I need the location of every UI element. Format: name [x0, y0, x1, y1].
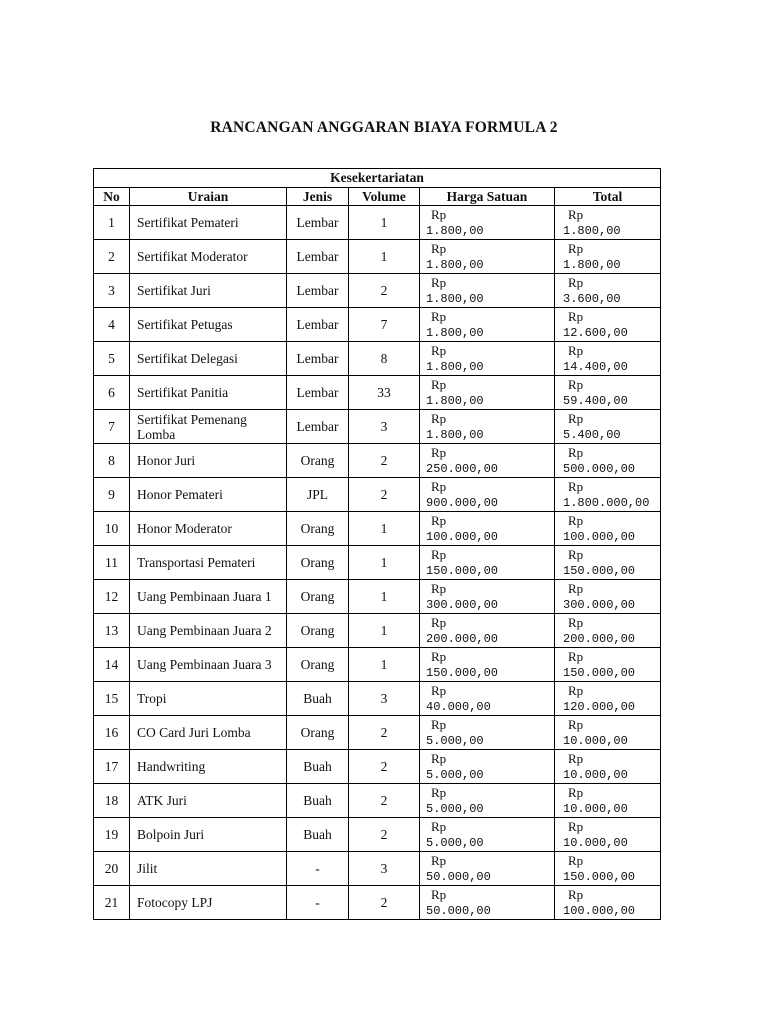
row-harga-satuan — [420, 546, 555, 580]
row-uraian: Sertifikat Pemenang Lomba — [130, 410, 287, 444]
table-row — [94, 648, 661, 682]
harga-amount: 1.800,00 — [426, 393, 484, 408]
row-total — [555, 342, 661, 376]
row-total — [555, 750, 661, 784]
currency-label: Rp — [431, 512, 447, 528]
row-harga-satuan — [420, 852, 555, 886]
row-jenis: Orang — [287, 614, 349, 648]
document-title: RANCANGAN ANGGARAN BIAYA FORMULA 2 — [210, 119, 558, 136]
row-total — [555, 546, 661, 580]
row-uraian: Honor Juri — [130, 444, 287, 478]
row-uraian: Honor Moderator — [130, 512, 287, 546]
row-number: 10 — [94, 512, 130, 546]
currency-label: Rp — [431, 240, 447, 256]
row-uraian: Tropi — [130, 682, 287, 716]
currency-label: Rp — [568, 444, 584, 460]
table-row — [94, 580, 661, 614]
row-volume: 1 — [349, 546, 420, 580]
currency-label: Rp — [431, 784, 447, 800]
currency-label: Rp — [568, 546, 584, 562]
currency-label: Rp — [431, 614, 447, 630]
total-amount: 150.000,00 — [563, 665, 636, 680]
row-uraian: Transportasi Pemateri — [130, 546, 287, 580]
row-jenis: Buah — [287, 750, 349, 784]
row-total — [555, 614, 661, 648]
row-harga-satuan — [420, 308, 555, 342]
total-amount: 10.000,00 — [563, 767, 628, 782]
currency-label: Rp — [568, 206, 584, 222]
currency-label: Rp — [568, 852, 584, 868]
harga-amount: 50.000,00 — [426, 903, 491, 918]
row-harga-satuan — [420, 444, 555, 478]
harga-amount: 5.000,00 — [426, 801, 484, 816]
table-row — [94, 614, 661, 648]
harga-amount: 1.800,00 — [426, 427, 484, 442]
currency-label: Rp — [568, 580, 584, 596]
harga-amount: 300.000,00 — [426, 597, 499, 612]
table-row — [94, 716, 661, 750]
currency-label: Rp — [431, 648, 447, 664]
harga-amount: 150.000,00 — [426, 665, 499, 680]
currency-label: Rp — [568, 512, 584, 528]
row-uraian: Honor Pemateri — [130, 478, 287, 512]
currency-label: Rp — [568, 682, 584, 698]
row-number: 18 — [94, 784, 130, 818]
row-volume: 2 — [349, 444, 420, 478]
row-harga-satuan — [420, 206, 555, 240]
row-uraian: Sertifikat Petugas — [130, 308, 287, 342]
total-amount: 150.000,00 — [563, 869, 636, 884]
row-volume: 1 — [349, 206, 420, 240]
row-jenis: Orang — [287, 546, 349, 580]
row-harga-satuan — [420, 410, 555, 444]
row-harga-satuan — [420, 512, 555, 546]
table-row — [94, 512, 661, 546]
row-harga-satuan — [420, 580, 555, 614]
row-number: 4 — [94, 308, 130, 342]
currency-label: Rp — [568, 308, 584, 324]
currency-label: Rp — [568, 410, 584, 426]
header-no: No — [94, 188, 130, 206]
harga-amount: 200.000,00 — [426, 631, 499, 646]
row-harga-satuan — [420, 648, 555, 682]
table-row — [94, 852, 661, 886]
total-amount: 1.800,00 — [563, 223, 621, 238]
row-jenis: Lembar — [287, 274, 349, 308]
row-harga-satuan — [420, 886, 555, 920]
currency-label: Rp — [568, 478, 584, 494]
row-uraian: Uang Pembinaan Juara 2 — [130, 614, 287, 648]
row-number: 11 — [94, 546, 130, 580]
row-harga-satuan — [420, 478, 555, 512]
row-jenis: Lembar — [287, 240, 349, 274]
harga-amount: 900.000,00 — [426, 495, 499, 510]
total-amount: 12.600,00 — [563, 325, 628, 340]
row-jenis: Buah — [287, 682, 349, 716]
row-number: 12 — [94, 580, 130, 614]
total-amount: 500.000,00 — [563, 461, 636, 476]
currency-label: Rp — [431, 580, 447, 596]
harga-amount: 5.000,00 — [426, 767, 484, 782]
currency-label: Rp — [568, 240, 584, 256]
row-uraian: Sertifikat Panitia — [130, 376, 287, 410]
currency-label: Rp — [568, 750, 584, 766]
row-total — [555, 784, 661, 818]
row-uraian: Handwriting — [130, 750, 287, 784]
row-number: 7 — [94, 410, 130, 444]
row-jenis: Lembar — [287, 342, 349, 376]
currency-label: Rp — [431, 274, 447, 290]
row-total — [555, 478, 661, 512]
row-number: 2 — [94, 240, 130, 274]
currency-label: Rp — [568, 342, 584, 358]
row-uraian: Sertifikat Pemateri — [130, 206, 287, 240]
row-number: 15 — [94, 682, 130, 716]
total-amount: 300.000,00 — [563, 597, 636, 612]
total-amount: 100.000,00 — [563, 903, 636, 918]
row-volume: 1 — [349, 240, 420, 274]
row-harga-satuan — [420, 240, 555, 274]
harga-amount: 5.000,00 — [426, 733, 484, 748]
row-total — [555, 240, 661, 274]
row-volume: 1 — [349, 614, 420, 648]
harga-amount: 50.000,00 — [426, 869, 491, 884]
currency-label: Rp — [568, 614, 584, 630]
table-row — [94, 206, 661, 240]
row-number: 16 — [94, 716, 130, 750]
currency-label: Rp — [431, 818, 447, 834]
currency-label: Rp — [568, 716, 584, 732]
row-number: 9 — [94, 478, 130, 512]
currency-label: Rp — [431, 308, 447, 324]
row-number: 1 — [94, 206, 130, 240]
header-harga-satuan: Harga Satuan — [420, 188, 555, 206]
table-row — [94, 444, 661, 478]
row-jenis: Lembar — [287, 206, 349, 240]
header-uraian: Uraian — [130, 188, 287, 206]
row-volume: 2 — [349, 818, 420, 852]
row-harga-satuan — [420, 682, 555, 716]
row-harga-satuan — [420, 784, 555, 818]
currency-label: Rp — [568, 648, 584, 664]
row-total — [555, 410, 661, 444]
currency-label: Rp — [568, 376, 584, 392]
currency-label: Rp — [431, 410, 447, 426]
row-harga-satuan — [420, 716, 555, 750]
row-uraian: ATK Juri — [130, 784, 287, 818]
currency-label: Rp — [568, 784, 584, 800]
row-jenis: Lembar — [287, 376, 349, 410]
total-amount: 14.400,00 — [563, 359, 628, 374]
row-uraian: Jilit — [130, 852, 287, 886]
row-total — [555, 444, 661, 478]
row-uraian: CO Card Juri Lomba — [130, 716, 287, 750]
harga-amount: 1.800,00 — [426, 223, 484, 238]
total-amount: 150.000,00 — [563, 563, 636, 578]
table-row — [94, 342, 661, 376]
row-number: 14 — [94, 648, 130, 682]
currency-label: Rp — [431, 886, 447, 902]
currency-label: Rp — [431, 478, 447, 494]
row-volume: 2 — [349, 784, 420, 818]
row-volume: 8 — [349, 342, 420, 376]
row-jenis: Buah — [287, 784, 349, 818]
row-number: 5 — [94, 342, 130, 376]
row-jenis: Orang — [287, 716, 349, 750]
row-uraian: Fotocopy LPJ — [130, 886, 287, 920]
total-amount: 10.000,00 — [563, 733, 628, 748]
harga-amount: 1.800,00 — [426, 291, 484, 306]
table-row — [94, 750, 661, 784]
row-uraian: Uang Pembinaan Juara 3 — [130, 648, 287, 682]
row-jenis: Buah — [287, 818, 349, 852]
row-volume: 2 — [349, 886, 420, 920]
currency-label: Rp — [568, 274, 584, 290]
row-total — [555, 206, 661, 240]
header-jenis: Jenis — [287, 188, 349, 206]
harga-amount: 1.800,00 — [426, 359, 484, 374]
currency-label: Rp — [431, 682, 447, 698]
harga-amount: 100.000,00 — [426, 529, 499, 544]
row-jenis: Orang — [287, 444, 349, 478]
row-harga-satuan — [420, 818, 555, 852]
row-number: 3 — [94, 274, 130, 308]
row-number: 20 — [94, 852, 130, 886]
harga-amount: 5.000,00 — [426, 835, 484, 850]
table-row — [94, 274, 661, 308]
row-total — [555, 512, 661, 546]
row-harga-satuan — [420, 376, 555, 410]
row-volume: 3 — [349, 410, 420, 444]
currency-label: Rp — [431, 342, 447, 358]
row-jenis: Orang — [287, 648, 349, 682]
row-harga-satuan — [420, 274, 555, 308]
table-row — [94, 818, 661, 852]
row-uraian: Sertifikat Delegasi — [130, 342, 287, 376]
table-row — [94, 410, 661, 444]
row-total — [555, 274, 661, 308]
harga-amount: 150.000,00 — [426, 563, 499, 578]
currency-label: Rp — [568, 818, 584, 834]
row-volume: 2 — [349, 750, 420, 784]
row-volume: 1 — [349, 580, 420, 614]
header-total: Total — [555, 188, 661, 206]
row-total — [555, 852, 661, 886]
row-total — [555, 308, 661, 342]
table-row — [94, 240, 661, 274]
row-jenis: Orang — [287, 512, 349, 546]
row-total — [555, 648, 661, 682]
row-number: 19 — [94, 818, 130, 852]
row-volume: 1 — [349, 512, 420, 546]
row-harga-satuan — [420, 614, 555, 648]
row-volume: 33 — [349, 376, 420, 410]
row-uraian: Bolpoin Juri — [130, 818, 287, 852]
harga-amount: 250.000,00 — [426, 461, 499, 476]
row-volume: 3 — [349, 682, 420, 716]
table-row — [94, 478, 661, 512]
row-uraian: Sertifikat Juri — [130, 274, 287, 308]
row-volume: 2 — [349, 274, 420, 308]
row-number: 6 — [94, 376, 130, 410]
row-volume: 7 — [349, 308, 420, 342]
table-row — [94, 376, 661, 410]
row-harga-satuan — [420, 750, 555, 784]
total-amount: 10.000,00 — [563, 835, 628, 850]
row-total — [555, 580, 661, 614]
row-uraian: Uang Pembinaan Juara 1 — [130, 580, 287, 614]
row-jenis: Lembar — [287, 410, 349, 444]
row-volume: 2 — [349, 478, 420, 512]
row-number: 21 — [94, 886, 130, 920]
row-volume: 2 — [349, 716, 420, 750]
total-amount: 1.800,00 — [563, 257, 621, 272]
row-total — [555, 818, 661, 852]
row-volume: 3 — [349, 852, 420, 886]
row-harga-satuan — [420, 342, 555, 376]
total-amount: 5.400,00 — [563, 427, 621, 442]
currency-label: Rp — [431, 376, 447, 392]
row-jenis: Lembar — [287, 308, 349, 342]
total-amount: 59.400,00 — [563, 393, 628, 408]
row-total — [555, 716, 661, 750]
total-amount: 200.000,00 — [563, 631, 636, 646]
total-amount: 120.000,00 — [563, 699, 636, 714]
row-total — [555, 376, 661, 410]
row-total — [555, 682, 661, 716]
currency-label: Rp — [568, 886, 584, 902]
header-row — [94, 188, 661, 206]
currency-label: Rp — [431, 716, 447, 732]
currency-label: Rp — [431, 444, 447, 460]
budget-table — [93, 168, 661, 920]
table-body — [94, 206, 661, 920]
total-amount: 100.000,00 — [563, 529, 636, 544]
row-jenis: - — [287, 852, 349, 886]
row-volume: 1 — [349, 648, 420, 682]
currency-label: Rp — [431, 546, 447, 562]
total-amount: 10.000,00 — [563, 801, 628, 816]
row-jenis: - — [287, 886, 349, 920]
currency-label: Rp — [431, 206, 447, 222]
row-jenis: JPL — [287, 478, 349, 512]
total-amount: 1.800.000,00 — [563, 495, 650, 510]
row-jenis: Orang — [287, 580, 349, 614]
harga-amount: 1.800,00 — [426, 325, 484, 340]
table-row — [94, 682, 661, 716]
row-number: 13 — [94, 614, 130, 648]
table-row — [94, 546, 661, 580]
harga-amount: 40.000,00 — [426, 699, 491, 714]
section-caption: Kesekertariatan — [94, 169, 661, 188]
row-total — [555, 886, 661, 920]
row-number: 17 — [94, 750, 130, 784]
header-volume: Volume — [349, 188, 420, 206]
row-uraian: Sertifikat Moderator — [130, 240, 287, 274]
row-number: 8 — [94, 444, 130, 478]
table-row — [94, 308, 661, 342]
currency-label: Rp — [431, 852, 447, 868]
harga-amount: 1.800,00 — [426, 257, 484, 272]
total-amount: 3.600,00 — [563, 291, 621, 306]
table-row — [94, 784, 661, 818]
currency-label: Rp — [431, 750, 447, 766]
table-row — [94, 886, 661, 920]
